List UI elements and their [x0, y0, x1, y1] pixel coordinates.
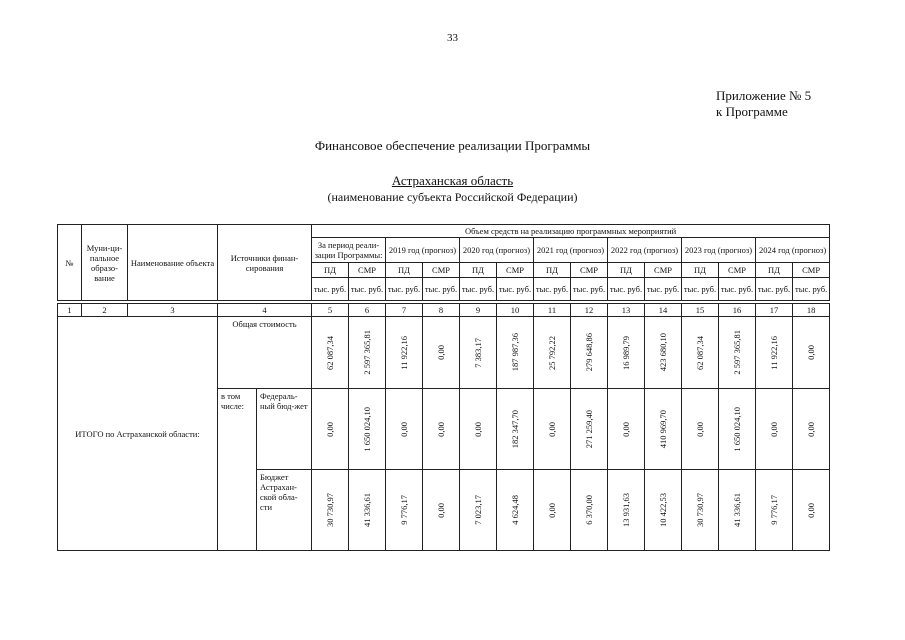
- value-cell: [312, 470, 349, 551]
- period-header: 2024 год (прогноз): [756, 238, 830, 263]
- value-cell: [756, 389, 793, 470]
- value-cell: [756, 470, 793, 551]
- federal-value: 0,00: [806, 421, 817, 437]
- total-value: 279 648,86: [584, 333, 595, 372]
- federal-budget-label: Федераль-ный бюд-жет: [257, 389, 312, 470]
- regional-value: 4 624,48: [510, 495, 521, 525]
- value-cell: [534, 470, 571, 551]
- type-pd-header: ПД: [386, 263, 423, 278]
- type-smr-header: СМР: [497, 263, 534, 278]
- type-pd-header: ПД: [460, 263, 497, 278]
- appendix-label: [716, 88, 811, 120]
- federal-value: 182 347,70: [510, 409, 521, 449]
- total-row: [58, 317, 904, 389]
- column-number: 18: [793, 304, 830, 317]
- column-numbers-row: [58, 304, 904, 317]
- total-value: 25 792,22: [547, 335, 558, 370]
- regional-budget-label: Бюджет Астрахан-ской обла-сти: [257, 470, 312, 551]
- type-pd-header: ПД: [312, 263, 349, 278]
- value-cell: [608, 317, 645, 389]
- value-cell: [682, 317, 719, 389]
- value-cell: [460, 470, 497, 551]
- region-caption: (наименование субъекта Российской Федерации): [327, 190, 578, 204]
- total-value: 62 087,34: [325, 335, 336, 370]
- regional-value: 13 931,63: [621, 493, 632, 527]
- value-cell: [497, 470, 534, 551]
- value-cell: [349, 317, 386, 389]
- value-cell: [534, 317, 571, 389]
- federal-value: 0,00: [547, 421, 558, 437]
- total-value: 423 680,10: [658, 333, 669, 372]
- header-sources: Источники финан-сирования: [218, 225, 312, 301]
- regional-value: 0,00: [547, 502, 558, 518]
- type-pd-header: ПД: [608, 263, 645, 278]
- period-header: За период реали-зации Программы:: [312, 238, 386, 263]
- value-cell: [571, 470, 608, 551]
- document-title: Финансовое обеспечение реализации Программы: [314, 138, 591, 153]
- column-number: 14: [645, 304, 682, 317]
- unit-cell: тыс. руб.: [349, 278, 386, 301]
- type-pd-header: ПД: [682, 263, 719, 278]
- total-value: 187 987,36: [510, 333, 521, 372]
- value-cell: [423, 317, 460, 389]
- regional-value: 7 023,17: [473, 495, 484, 525]
- unit-cell: тыс. руб.: [608, 278, 645, 301]
- value-cell: [386, 389, 423, 470]
- type-smr-header: СМР: [571, 263, 608, 278]
- federal-value: 0,00: [769, 421, 780, 437]
- including-label: в том числе:: [218, 389, 257, 551]
- value-cell: [793, 389, 830, 470]
- type-smr-header: СМР: [349, 263, 386, 278]
- value-cell: [645, 317, 682, 389]
- unit-cell: тыс. руб.: [793, 278, 830, 301]
- column-number: 17: [756, 304, 793, 317]
- federal-value: 271 259,40: [584, 409, 595, 449]
- value-cell: [571, 389, 608, 470]
- column-number: 7: [386, 304, 423, 317]
- period-header: 2022 год (прогноз): [608, 238, 682, 263]
- unit-cell: тыс. руб.: [460, 278, 497, 301]
- total-cost-label: Общая стоимость: [218, 317, 312, 389]
- region-name: Астраханская область: [391, 173, 514, 188]
- value-cell: [682, 470, 719, 551]
- value-cell: [719, 470, 756, 551]
- unit-cell: тыс. руб.: [645, 278, 682, 301]
- column-number: 15: [682, 304, 719, 317]
- header-object: Наименование объекта: [128, 225, 218, 301]
- federal-value: 0,00: [399, 421, 410, 437]
- column-number: 5: [312, 304, 349, 317]
- unit-cell: тыс. руб.: [682, 278, 719, 301]
- value-cell: [793, 470, 830, 551]
- regional-value: 41 336,61: [362, 493, 373, 527]
- page-number: 33: [447, 32, 458, 44]
- type-pd-header: ПД: [534, 263, 571, 278]
- value-cell: [423, 470, 460, 551]
- unit-cell: тыс. руб.: [497, 278, 534, 301]
- unit-cell: тыс. руб.: [423, 278, 460, 301]
- value-cell: [682, 389, 719, 470]
- federal-value: 0,00: [473, 421, 484, 437]
- federal-value: 0,00: [695, 421, 706, 437]
- type-smr-header: СМР: [793, 263, 830, 278]
- value-cell: [756, 317, 793, 389]
- unit-cell: тыс. руб.: [386, 278, 423, 301]
- unit-cell: тыс. руб.: [534, 278, 571, 301]
- unit-cell: тыс. руб.: [719, 278, 756, 301]
- total-value: 2 597 365,81: [362, 330, 373, 375]
- total-value: 11 922,16: [769, 335, 780, 370]
- value-cell: [349, 470, 386, 551]
- type-smr-header: СМР: [719, 263, 756, 278]
- regional-value: 41 336,61: [732, 493, 743, 527]
- type-pd-header: ПД: [756, 263, 793, 278]
- regional-value: 9 776,17: [399, 495, 410, 525]
- value-cell: [645, 389, 682, 470]
- value-cell: [793, 317, 830, 389]
- financing-table: [57, 224, 904, 551]
- regional-value: 30 730,97: [325, 493, 336, 527]
- period-header: 2020 год (прогноз): [460, 238, 534, 263]
- value-cell: [719, 389, 756, 470]
- regional-value: 6 370,00: [584, 495, 595, 525]
- itogo-label: ИТОГО по Астраханской области:: [58, 317, 218, 551]
- value-cell: [645, 470, 682, 551]
- header-volume: Объем средств на реализацию программных мероприятий: [312, 225, 830, 238]
- column-number: 2: [82, 304, 128, 317]
- period-header: 2019 год (прогноз): [386, 238, 460, 263]
- value-cell: [386, 317, 423, 389]
- federal-value: 0,00: [325, 421, 336, 437]
- regional-value: 0,00: [806, 502, 817, 518]
- header-municipality: Муни-ци-пальное образо-вание: [82, 225, 128, 301]
- value-cell: [497, 389, 534, 470]
- unit-cell: тыс. руб.: [756, 278, 793, 301]
- type-smr-header: СМР: [423, 263, 460, 278]
- regional-value: 10 422,53: [658, 493, 669, 527]
- total-value: 0,00: [806, 345, 817, 360]
- column-number: 11: [534, 304, 571, 317]
- column-number: 16: [719, 304, 756, 317]
- value-cell: [571, 317, 608, 389]
- value-cell: [460, 317, 497, 389]
- period-header: 2023 год (прогноз): [682, 238, 756, 263]
- regional-value: 9 776,17: [769, 495, 780, 525]
- column-number: 9: [460, 304, 497, 317]
- value-cell: [534, 389, 571, 470]
- regional-value: 0,00: [436, 502, 447, 518]
- appendix-line-2: к Программе: [716, 104, 788, 119]
- federal-value: 0,00: [436, 421, 447, 437]
- total-value: 16 989,79: [621, 335, 632, 370]
- type-smr-header: СМР: [645, 263, 682, 278]
- unit-cell: тыс. руб.: [571, 278, 608, 301]
- regional-value: 30 730,97: [695, 493, 706, 527]
- value-cell: [719, 317, 756, 389]
- federal-value: 0,00: [621, 421, 632, 437]
- federal-value: 1 650 024,10: [732, 406, 743, 452]
- total-value: 0,00: [436, 345, 447, 360]
- column-number: 4: [218, 304, 312, 317]
- total-value: 11 922,16: [399, 335, 410, 370]
- value-cell: [497, 317, 534, 389]
- column-number: 10: [497, 304, 534, 317]
- value-cell: [423, 389, 460, 470]
- value-cell: [608, 470, 645, 551]
- value-cell: [386, 470, 423, 551]
- value-cell: [312, 317, 349, 389]
- column-number: 3: [128, 304, 218, 317]
- value-cell: [460, 389, 497, 470]
- header-num: №: [58, 225, 82, 301]
- value-cell: [608, 389, 645, 470]
- column-number: 13: [608, 304, 645, 317]
- period-header: 2021 год (прогноз): [534, 238, 608, 263]
- appendix-line-1: Приложение № 5: [716, 88, 812, 103]
- column-number: 1: [58, 304, 82, 317]
- federal-value: 410 969,70: [658, 409, 669, 449]
- value-cell: [312, 389, 349, 470]
- column-number: 8: [423, 304, 460, 317]
- total-value: 62 087,34: [695, 335, 706, 370]
- total-value: 7 383,17: [473, 337, 484, 368]
- value-cell: [349, 389, 386, 470]
- total-value: 2 597 365,81: [732, 330, 743, 375]
- federal-value: 1 650 024,10: [362, 406, 373, 452]
- column-number: 12: [571, 304, 608, 317]
- column-number: 6: [349, 304, 386, 317]
- unit-cell: тыс. руб.: [312, 278, 349, 301]
